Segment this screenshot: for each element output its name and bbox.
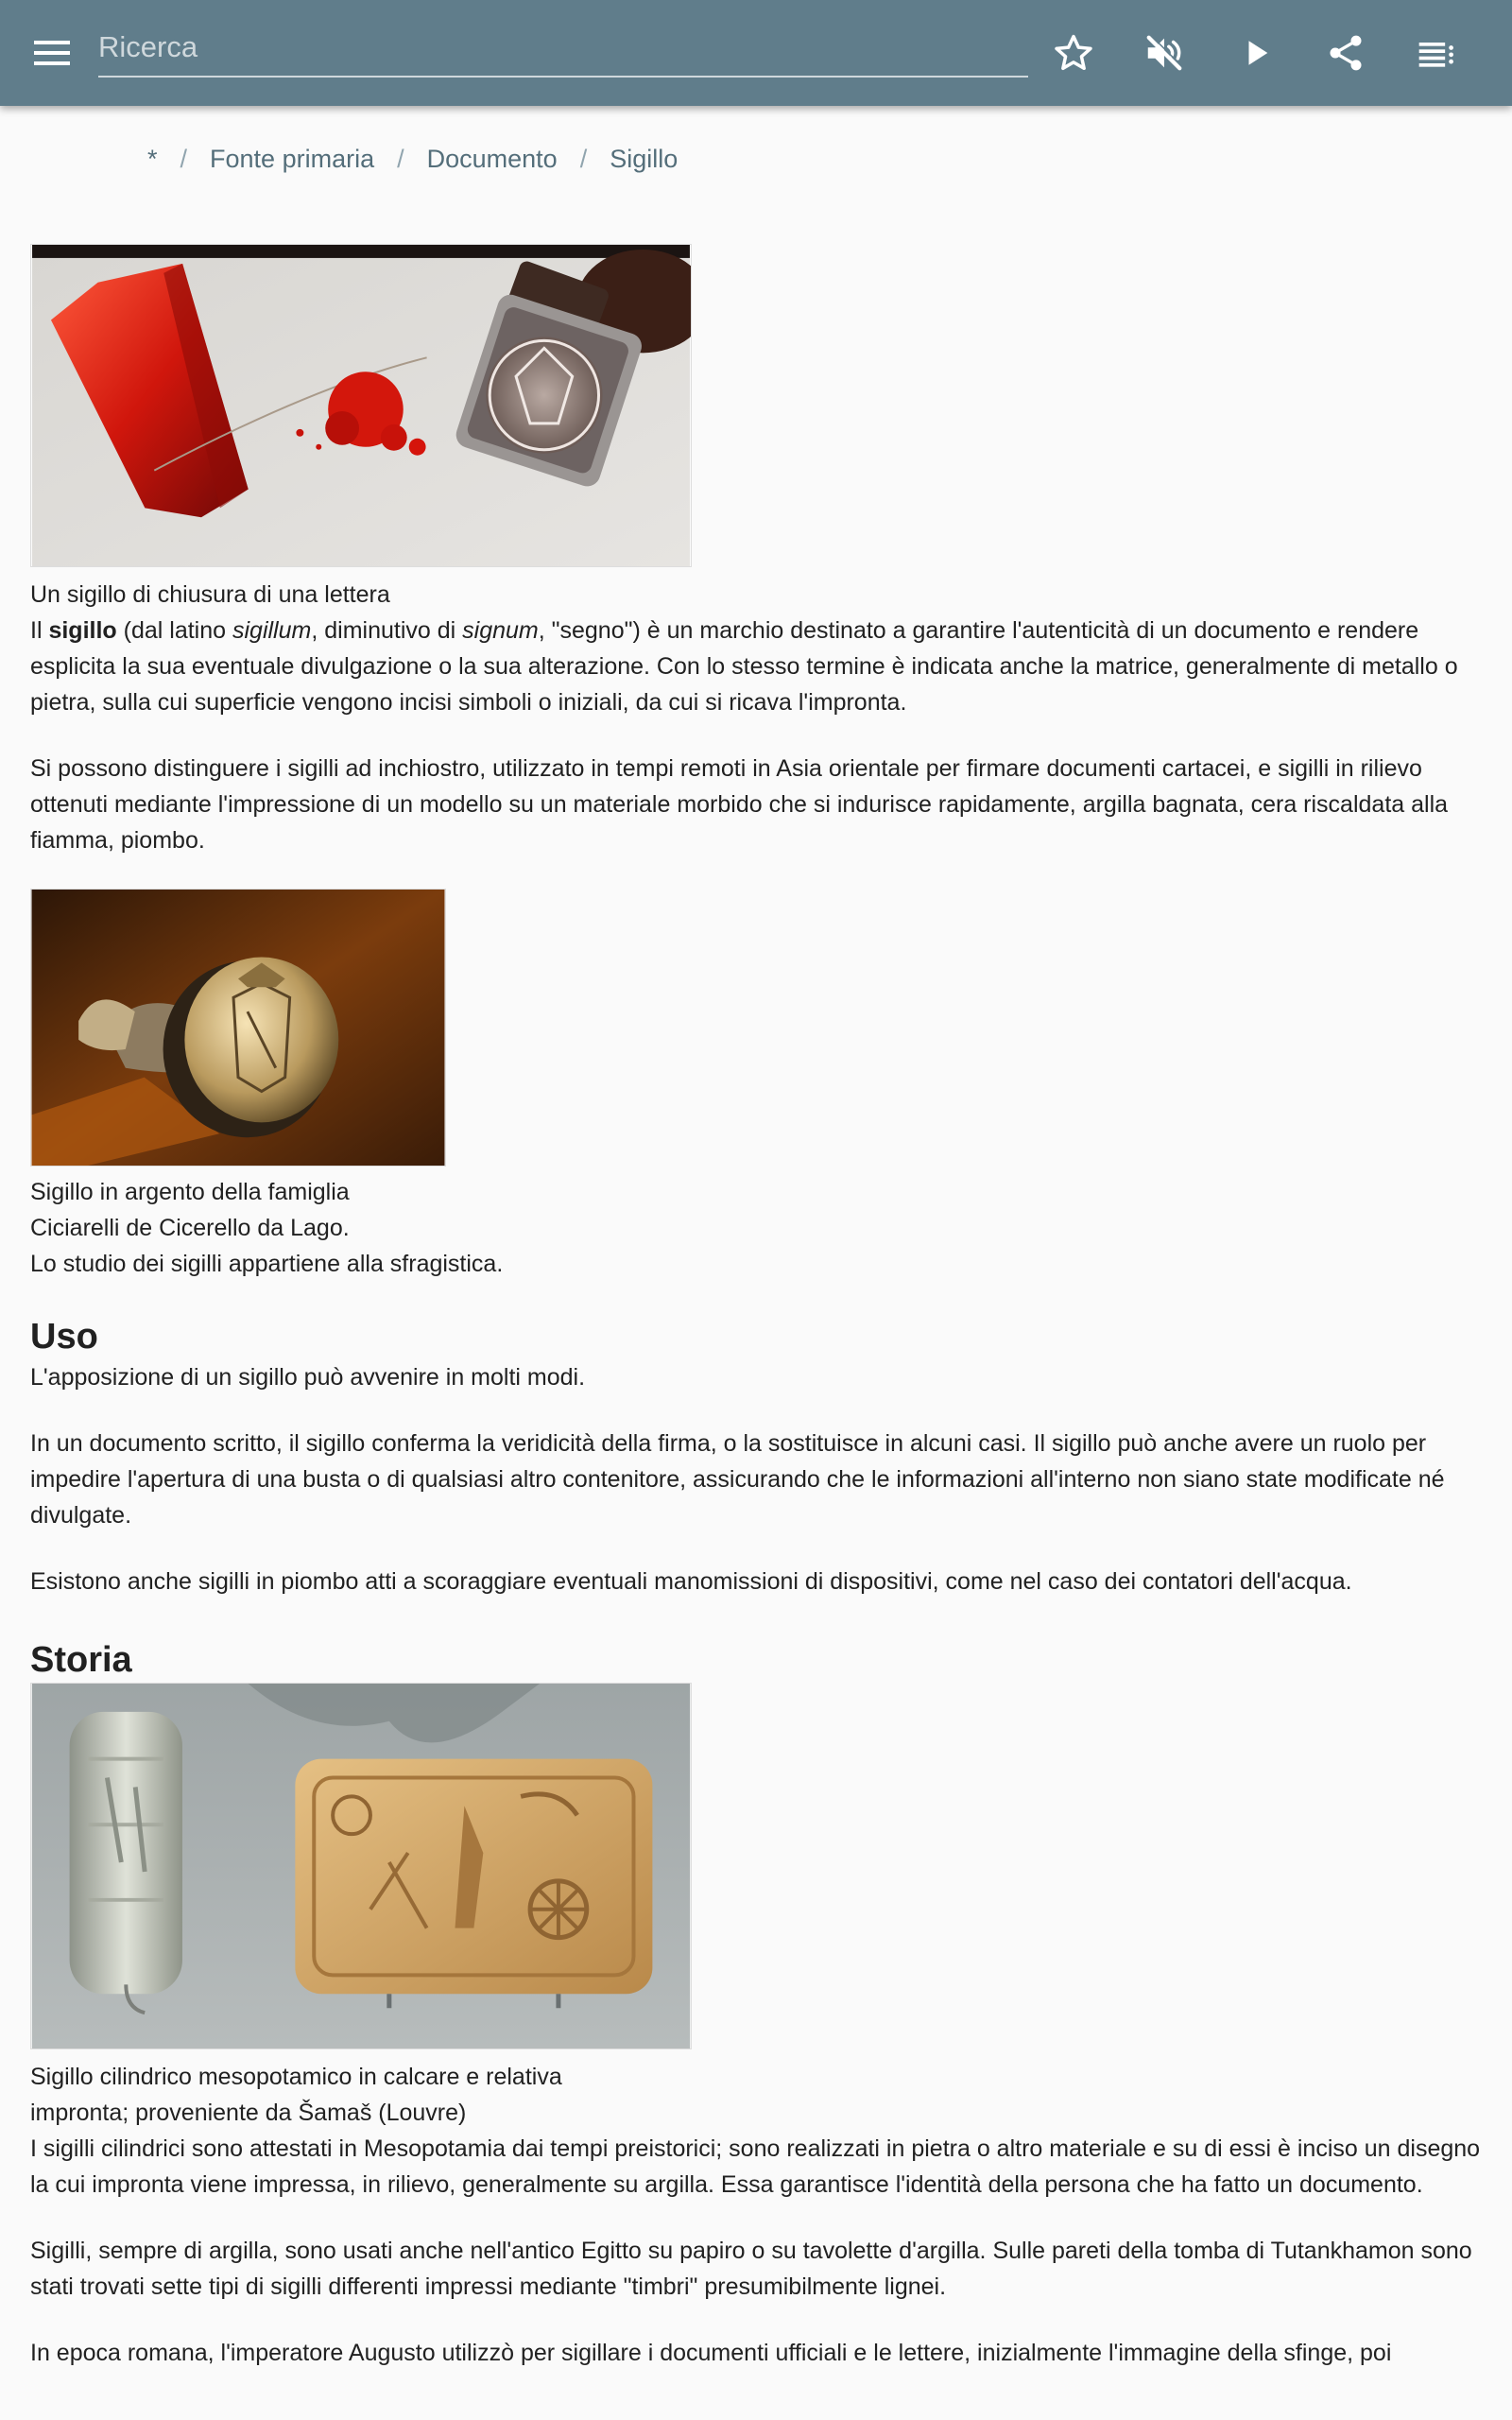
mute-button[interactable] xyxy=(1136,25,1193,81)
latin-term: signum xyxy=(462,617,539,644)
storia-paragraph-3: In epoca romana, l'imperatore Augusto utilizzò per sigillare i documenti ufficiali e le lettere, inizialmente l'immagine della sfinge, poi xyxy=(30,2340,1392,2366)
bookmark-button[interactable] xyxy=(1045,25,1102,81)
cylinder-seal-image[interactable] xyxy=(30,1683,692,2049)
figure-caption: Un sigillo di chiusura di una lettera xyxy=(30,581,390,608)
figure-caption-line: Sigillo in argento della famiglia xyxy=(30,1179,350,1205)
section-heading-storia: Storia xyxy=(30,1640,132,1680)
figure-caption-line: Ciciarelli de Cicerello da Lago. xyxy=(30,1215,350,1241)
breadcrumb-item-fonte-primaria[interactable]: Fonte primaria xyxy=(210,144,375,173)
figure-caption-line: Sigillo cilindrico mesopotamico in calcare e relativa xyxy=(30,2064,562,2090)
text-span: , diminutivo di xyxy=(311,617,463,644)
section-heading-uso: Uso xyxy=(30,1317,98,1357)
storia-paragraph-2: Sigilli, sempre di argilla, sono usati anche nell'antico Egitto su papiro o su tavolette d'argilla. Sulle pareti della tomba di Tutankhamon sono stati trovati sette tipi di sigilli differenti impressi mediante "timbri" presumibilmente lignei. xyxy=(30,2238,1472,2300)
intro-paragraph-2: Si possono distinguere i sigilli ad inchiostro, utilizzato in tempi remoti in Asia orientale per firmare documenti cartacei, e sigilli in rilievo ottenuti mediante l'impressione di un modello su un materiale morbido che si indurisce rapidamente, argilla bagnata, cera riscaldata alla fiamma, piombo. xyxy=(30,755,1449,854)
breadcrumb-separator: / xyxy=(397,144,404,173)
search-field[interactable] xyxy=(98,21,1028,78)
share-button[interactable] xyxy=(1317,25,1374,81)
search-input[interactable] xyxy=(98,21,1028,74)
app-bar xyxy=(0,0,1512,106)
play-icon xyxy=(1241,37,1273,69)
storia-paragraph-1: I sigilli cilindrici sono attestati in Mesopotamia dai tempi preistorici; sono realizzati in pietra o altro materiale e su di essi è inciso un disegno la cui impronta viene impressa, in rilievo, generalmente su argilla. Essa garantisce l'identità della persona che ha fatto un documento. xyxy=(30,2135,1481,2198)
uso-paragraph-2: In un documento scritto, il sigillo conferma la veridicità della firma, o la sostituisce in alcuni casi. Il sigillo può anche avere un ruolo per impedire l'apertura di una busta o di qualsiasi altro contenitore, assicurando che le informazioni all'interno non siano state modificate né divulgate. xyxy=(30,1430,1445,1529)
playlist-icon xyxy=(1416,32,1457,74)
silver-seal-image[interactable] xyxy=(30,889,446,1167)
breadcrumb-separator: / xyxy=(579,144,588,173)
share-icon xyxy=(1325,32,1366,74)
uso-paragraph-1: L'apposizione di un sigillo può avvenire in molti modi. xyxy=(30,1364,586,1391)
star-outline-icon xyxy=(1053,32,1094,74)
text-span: , "segno") è un marchio destinato a garantire l'autenticità di un documento e rendere esplicita la sua eventuale divulgazione o la sua alterazione. Con lo stesso termine è indicata anche la matrice, generalmente di metallo o pietra, sulla cui superficie vengono incisi simboli o iniziali, da cui si ricava l'impronta. xyxy=(30,617,1458,716)
article-content xyxy=(30,244,1486,2401)
uso-paragraph-3: Esistono anche sigilli in piombo atti a scoraggiare eventuali manomissioni di dispositivi, come nel caso dei contatori dell'acqua. xyxy=(30,1568,1352,1595)
figure-caption-line: impronta; proveniente da Šamaš (Louvre) xyxy=(30,2100,467,2126)
text-span: Il xyxy=(30,617,49,644)
breadcrumb-item-sigillo[interactable]: Sigillo xyxy=(610,144,679,173)
breadcrumb-separator: / xyxy=(180,144,188,173)
menu-icon xyxy=(34,39,72,67)
breadcrumb xyxy=(147,140,678,178)
contents-button[interactable] xyxy=(1408,25,1465,81)
breadcrumb-item-documento[interactable]: Documento xyxy=(426,144,558,173)
breadcrumb-item-root[interactable]: * xyxy=(147,144,158,173)
intro-paragraph-3: Lo studio dei sigilli appartiene alla sfragistica. xyxy=(30,1251,504,1277)
wax-seal-image[interactable] xyxy=(30,244,692,567)
intro-paragraph-1 xyxy=(30,613,1486,720)
term-bold: sigillo xyxy=(48,617,117,644)
menu-button[interactable] xyxy=(25,28,81,78)
volume-off-icon xyxy=(1143,31,1186,75)
latin-term: sigillum xyxy=(232,617,312,644)
text-span: (dal latino xyxy=(116,617,232,644)
play-button[interactable] xyxy=(1228,25,1285,81)
